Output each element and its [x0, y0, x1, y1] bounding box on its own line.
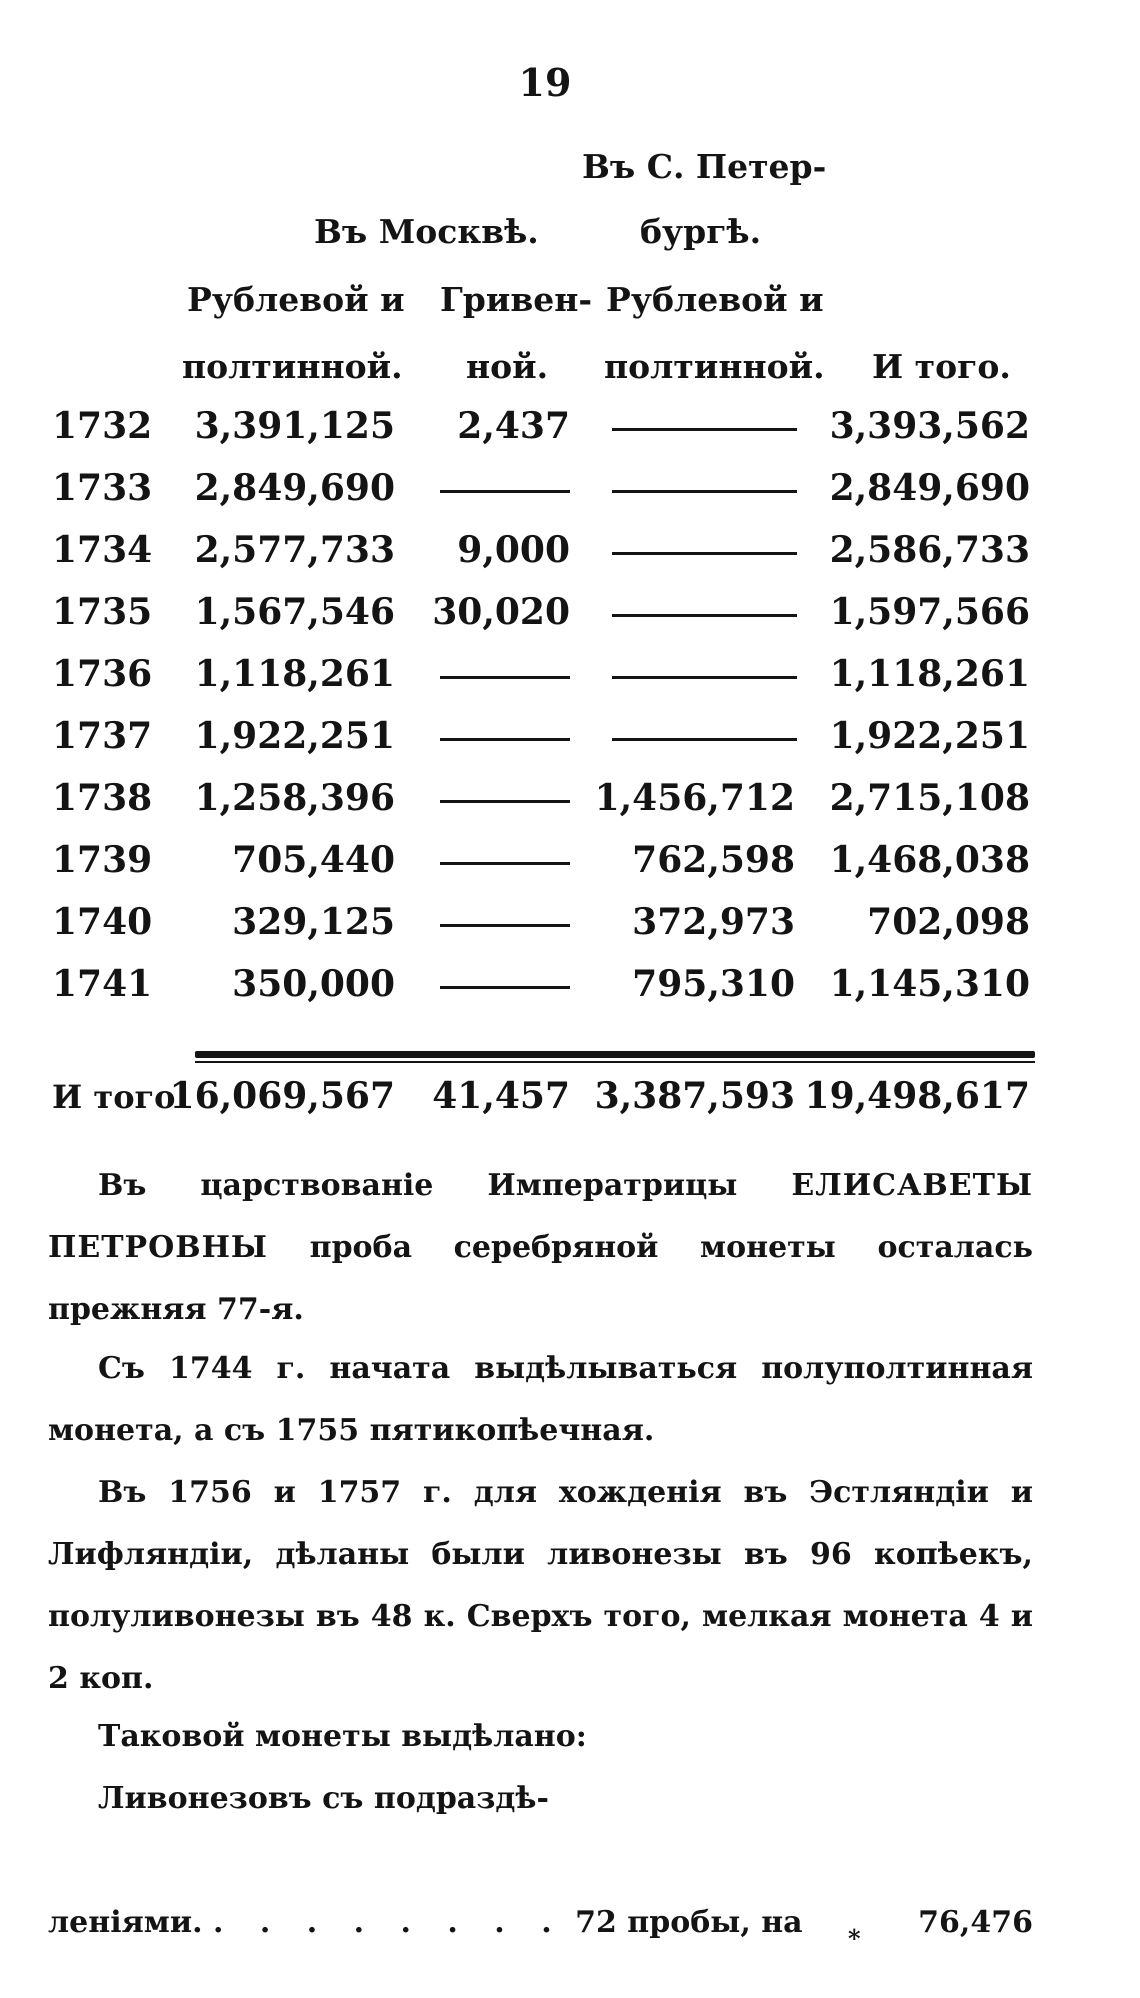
- entry-purity: 72 пробы, на: [575, 1905, 803, 1940]
- total-cell: 1,922,251: [829, 715, 1030, 757]
- paragraph-minted: Таковой монеты выдѣлано:: [98, 1719, 587, 1754]
- header-col-griv-b: ной.: [466, 347, 549, 386]
- paragraph-text: Въ царствованіе Императрицы: [98, 1168, 738, 1203]
- table-row: [0, 405, 1140, 458]
- header-col-rub-a: Рублевой и: [187, 280, 405, 319]
- totals-label: И того: [52, 1078, 176, 1116]
- empty-dash: [440, 924, 570, 927]
- header-col-rub-b: полтинной.: [182, 347, 403, 386]
- entry-amount: 76,476: [918, 1905, 1033, 1940]
- total-cell: 3,393,562: [829, 405, 1030, 447]
- table-row: [0, 529, 1140, 582]
- moscow-cell: 1,118,261: [194, 653, 395, 695]
- empty-dash: [440, 986, 570, 989]
- moscow-cell: 3,391,125: [194, 405, 395, 447]
- empty-dash: [440, 676, 570, 679]
- totals-grivennoy: 41,457: [432, 1075, 570, 1117]
- spb-cell: 762,598: [632, 839, 795, 881]
- year-cell: 1737: [52, 715, 153, 757]
- year-cell: 1735: [52, 591, 153, 633]
- table-row: [0, 963, 1140, 1016]
- totals-row: [0, 1075, 1140, 1128]
- table-row: [0, 839, 1140, 892]
- table-row: [0, 901, 1140, 954]
- empty-dash: [440, 862, 570, 865]
- header-spb-line2: бургѣ.: [640, 212, 762, 251]
- grivennoy-cell: 9,000: [457, 529, 570, 571]
- total-cell: 2,715,108: [829, 777, 1030, 819]
- spb-cell: 795,310: [632, 963, 795, 1005]
- grivennoy-cell: 2,437: [457, 405, 570, 447]
- grivennoy-cell: 30,020: [432, 591, 570, 633]
- header-spb-line1: Въ С. Петер-: [582, 147, 827, 186]
- paragraph-livonese-sub: Ливонезовъ съ подраздѣ-: [98, 1781, 549, 1816]
- entry-label: леніями.: [48, 1905, 203, 1940]
- total-cell: 1,145,310: [829, 963, 1030, 1005]
- empty-dash: [440, 490, 570, 493]
- totals-rule-thin: [195, 1061, 1035, 1063]
- table-row: [0, 591, 1140, 644]
- year-cell: 1733: [52, 467, 153, 509]
- paragraph-text: проба серебряной монеты осталась прежняя 77-я.: [48, 1230, 1033, 1327]
- footnote-mark: *: [848, 1924, 861, 1953]
- year-cell: 1738: [52, 777, 153, 819]
- header-col-rub2-b: полтинной.: [604, 347, 825, 386]
- total-cell: 1,597,566: [829, 591, 1030, 633]
- paragraph-1744: Съ 1744 г. начата выдѣлываться полуполтинная монета, а съ 1755 пятикопѣечная.: [48, 1351, 1033, 1448]
- empty-dash: [612, 490, 797, 493]
- table-row: [0, 653, 1140, 706]
- header-col-rub2-a: Рублевой и: [606, 280, 824, 319]
- year-cell: 1740: [52, 901, 153, 943]
- page-number: 19: [518, 60, 572, 105]
- total-cell: 1,468,038: [829, 839, 1030, 881]
- moscow-cell: 2,577,733: [194, 529, 395, 571]
- year-cell: 1736: [52, 653, 153, 695]
- paragraph-elisabeth: [48, 1155, 1033, 1341]
- empty-dash: [612, 676, 797, 679]
- empty-dash: [612, 614, 797, 617]
- total-cell: 2,849,690: [829, 467, 1030, 509]
- moscow-cell: 350,000: [232, 963, 395, 1005]
- year-cell: 1732: [52, 405, 153, 447]
- year-cell: 1739: [52, 839, 153, 881]
- moscow-cell: 1,567,546: [194, 591, 395, 633]
- total-cell: 702,098: [867, 901, 1030, 943]
- total-cell: 2,586,733: [829, 529, 1030, 571]
- moscow-cell: 329,125: [232, 901, 395, 943]
- totals-spb: 3,387,593: [594, 1075, 795, 1117]
- leader-dots: . . . . . . . .: [212, 1905, 565, 1940]
- paragraph-livonese: Въ 1756 и 1757 г. для хожденія въ Эстляндіи и Лифляндіи, дѣланы были ливонезы въ 96 копѣекъ, полуливонезы въ 48 к. Сверхъ того, мелкая монета 4 и 2 коп.: [48, 1475, 1033, 1696]
- spb-cell: 1,456,712: [594, 777, 795, 819]
- totals-rule: [195, 1051, 1035, 1058]
- totals-moscow: 16,069,567: [169, 1075, 395, 1117]
- year-cell: 1734: [52, 529, 153, 571]
- moscow-cell: 705,440: [232, 839, 395, 881]
- livonese-entry: [48, 1892, 1033, 1954]
- header-col-griv-a: Гривен-: [440, 280, 593, 319]
- table-row: [0, 777, 1140, 830]
- year-cell: 1741: [52, 963, 153, 1005]
- empty-dash: [440, 738, 570, 741]
- empty-dash: [612, 552, 797, 555]
- moscow-cell: 1,258,396: [194, 777, 395, 819]
- empress-name: ЕЛИСАВЕТЫ ПЕТРОВНЫ: [48, 1168, 1033, 1265]
- moscow-cell: 2,849,690: [194, 467, 395, 509]
- header-moscow: Въ Москвѣ.: [314, 212, 539, 251]
- total-cell: 1,118,261: [829, 653, 1030, 695]
- spb-cell: 372,973: [632, 901, 795, 943]
- table-row: [0, 467, 1140, 520]
- empty-dash: [612, 738, 797, 741]
- table-row: [0, 715, 1140, 768]
- moscow-cell: 1,922,251: [194, 715, 395, 757]
- empty-dash: [612, 428, 797, 431]
- totals-total: 19,498,617: [804, 1075, 1030, 1117]
- header-col-total: И того.: [872, 347, 1011, 386]
- empty-dash: [440, 800, 570, 803]
